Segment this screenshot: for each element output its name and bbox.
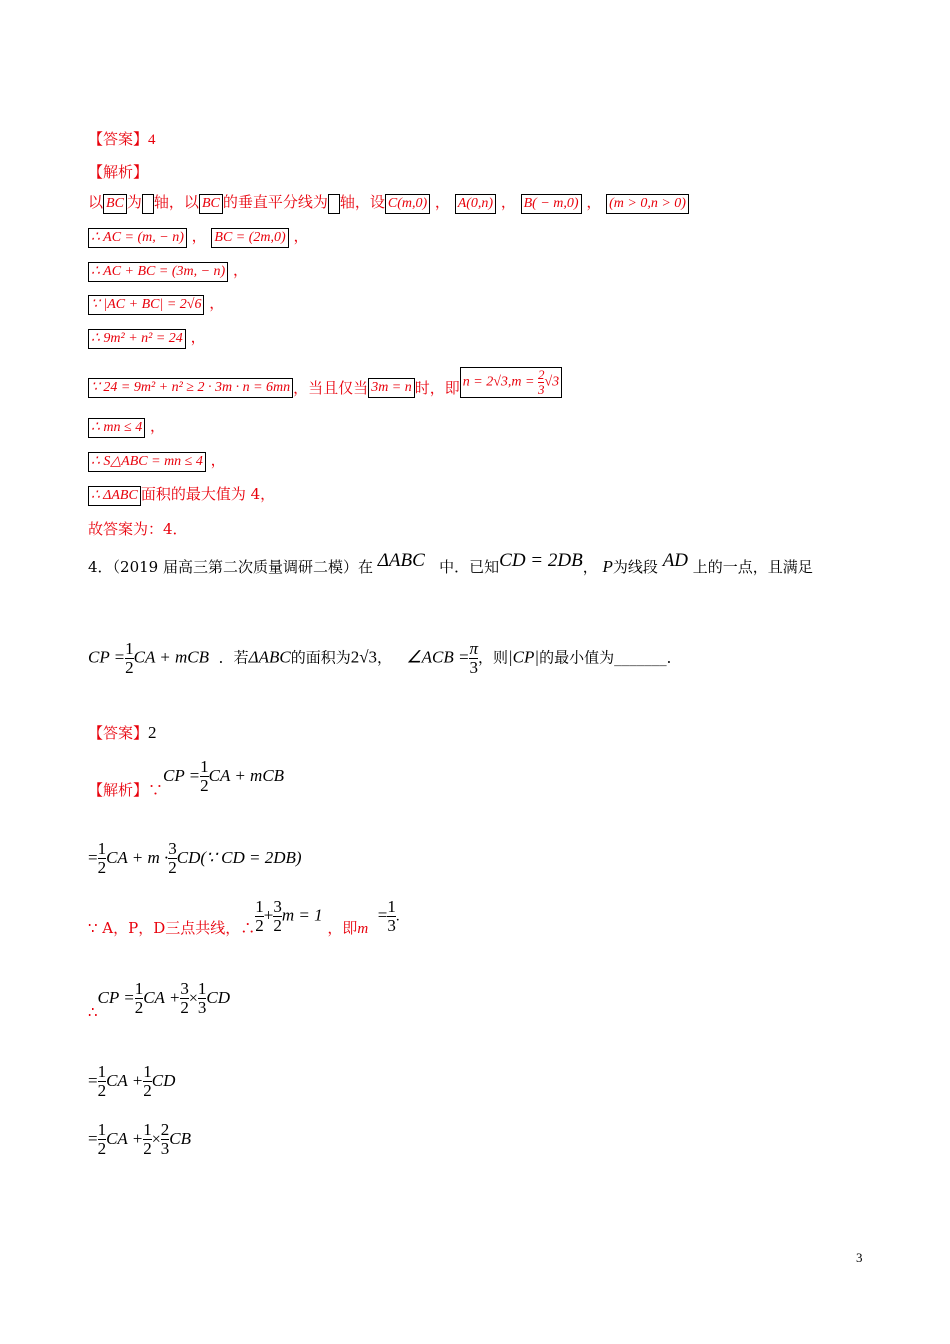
y-axis-placeholder [328, 194, 340, 214]
vector-bc-box: BC [199, 194, 223, 214]
point-c-box: C(m,0) [385, 194, 430, 214]
vector-bc-box: BC [103, 194, 127, 214]
page-number: 3 [856, 1250, 863, 1265]
analysis-label: 【解析】 [88, 163, 149, 181]
x-axis-placeholder [142, 194, 154, 214]
analysis-line-7: ∴ mn ≤ 4 ， [88, 415, 165, 438]
condition-box: (m > 0,n > 0) [606, 194, 689, 214]
analysis-line-5: ∴ 9m² + n² = 24 ， [88, 326, 206, 349]
solution-box: n = 2√3,m = $\frac{2}{3}$ √3 [460, 367, 562, 398]
point-b-box: B( − m,0) [521, 194, 582, 214]
answer-line [88, 128, 156, 149]
analysis-4-line-6: = $\frac{1}{2}$ CA + $\frac{1}{2}$ × $\frac{2}{3}$ CB [88, 1120, 191, 1158]
point-a-box: A(0,n) [455, 194, 496, 214]
analysis-4-line-3: ∵ A，P，D三点共线，∴ $\frac{1}{2}$ + $\frac{3}{2}$ m = 1 ，即m = $\frac{1}{3}$ . [88, 897, 400, 937]
analysis-line-4: ∵ |AC + BC| = 2√6 ， [88, 292, 224, 315]
analysis-line-2: ∴ AC = (m, − n) ， BC = (2m,0) ， [88, 225, 308, 248]
analysis-4-line-2: = $\frac{1}{2}$ CA + m · $\frac{3}{2}$ CD(∵ CD = 2DB) [88, 839, 302, 877]
analysis-line-6: ∵ 24 = 9m² + n² ≥ 2 · 3m · n = 6mn ，当且仅当 3m = n 时，即 n = 2√3,m = $\frac{2}{3}$ √3 [88, 358, 562, 398]
answer-value: 4 [148, 132, 156, 148]
conclusion: 故答案为：4． [88, 520, 188, 538]
analysis-line-3: ∴ AC + BC = (3m, − n) ， [88, 259, 248, 282]
analysis-4-line-1: 【解析】∵CP = $\frac{1}{2}$ CA + mCB [88, 757, 285, 799]
analysis-4-line-5: = $\frac{1}{2}$ CA + $\frac{1}{2}$ CD [88, 1062, 176, 1100]
analysis-line-8: ∴ S△ABC = mn ≤ 4 ， [88, 449, 226, 472]
analysis-4-line-4: ∴CP = $\frac{1}{2}$ CA + $\frac{3}{2}$ × $\frac{1}{3}$ CD [88, 979, 230, 1021]
analysis-line-9: ∴ ΔABC 面积的最大值为 4， [88, 483, 275, 506]
answer-label: 【答案】 [88, 130, 149, 148]
answer-4-line: 【答案】2 [88, 723, 157, 742]
question-4-condition: CP = $\frac{1}{2}$ CA + mCB ．若ΔABC的面积为2√3， ∠ACB = $\frac{\pi}{3}$ ，则|CP|的最小值为_______． [88, 639, 682, 677]
question-4: 4．（2019 届高三第二次质量调研二模）在 ΔABC 中．已知CD = 2DB， P为线段 AD 上的一点，且满足 [88, 550, 813, 576]
analysis-line-1: 以 BC 为 轴，以 BC 的垂直平分线为 轴，设 C(m,0) ， A(0,n) ， B( − m,0) ， (m > 0,n > 0) [88, 191, 689, 214]
